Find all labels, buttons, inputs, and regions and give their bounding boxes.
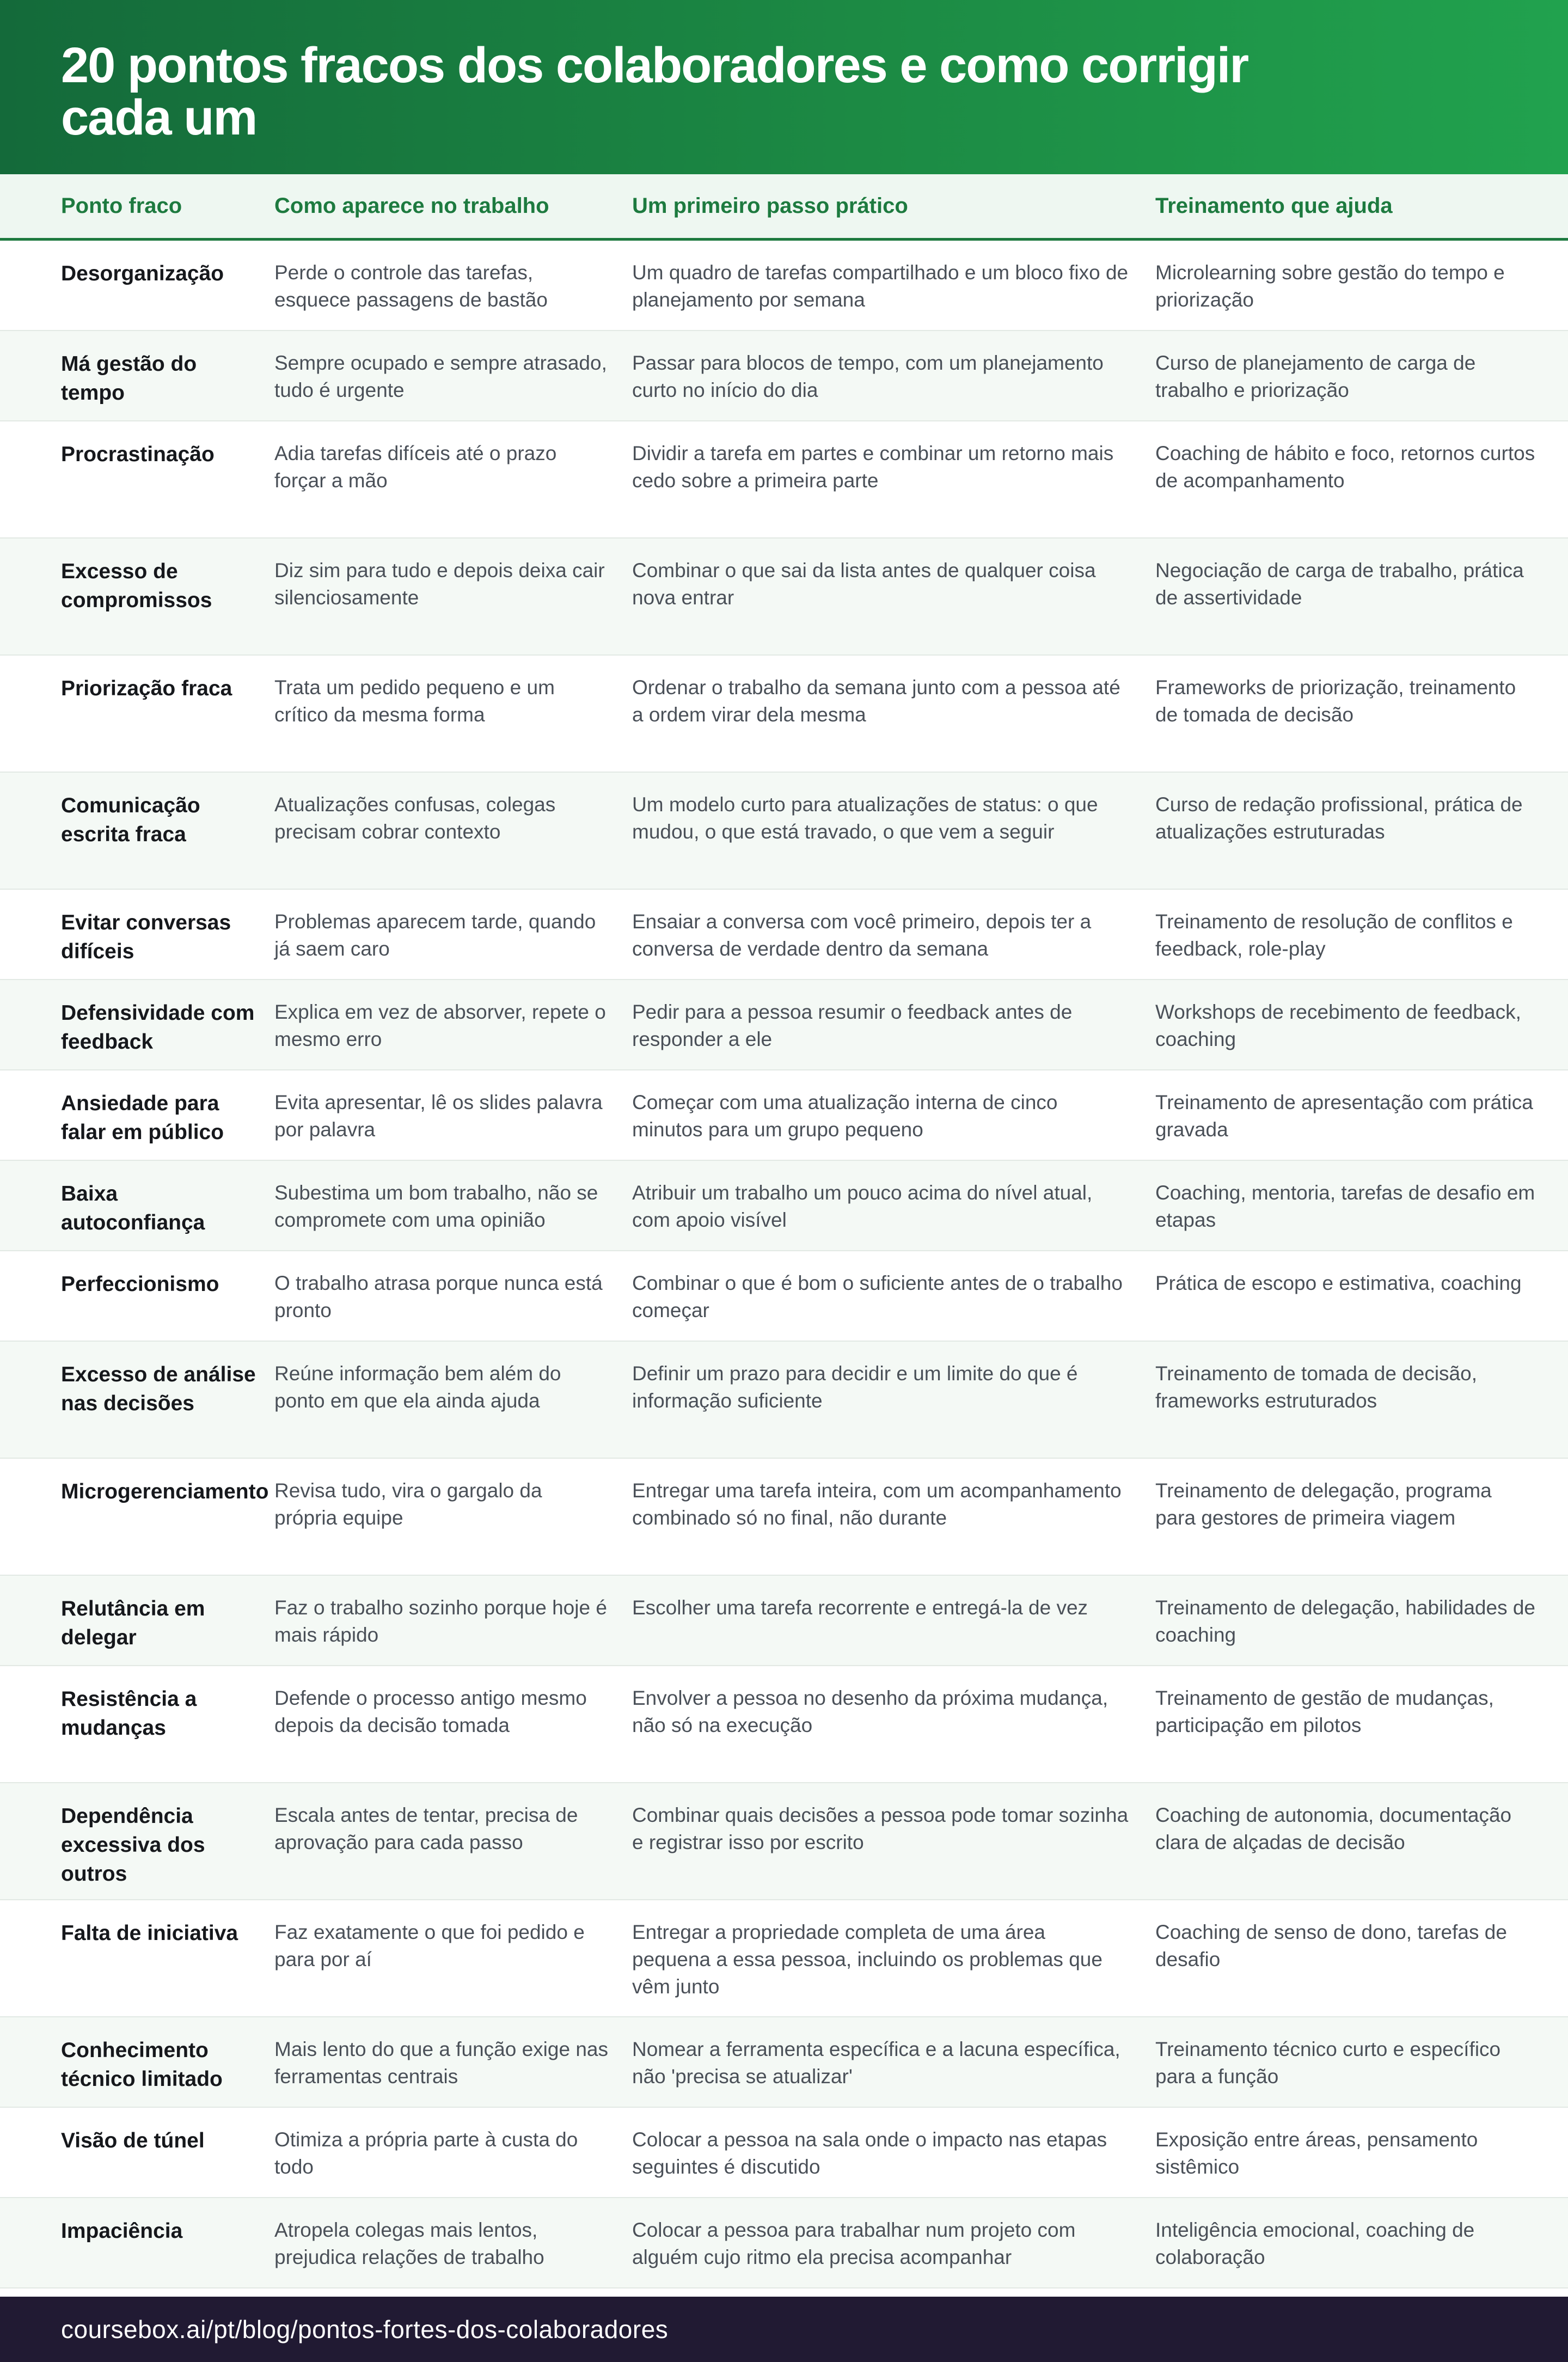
appears-cell: Revisa tudo, vira o gargalo da própria equipe <box>274 1479 542 1529</box>
training-cell: Treinamento de tomada de decisão, frameworks estruturados <box>1155 1362 1477 1412</box>
table-header <box>0 174 1568 241</box>
weakness-cell: Impaciência <box>61 2219 183 2243</box>
first-step-cell: Ordenar o trabalho da semana junto com a pessoa até a ordem virar dela mesma <box>632 676 1120 726</box>
first-step-cell: Começar com uma atualização interna de cinco minutos para um grupo pequeno <box>632 1091 1058 1141</box>
appears-cell: Faz o trabalho sozinho porque hoje é mais rápido <box>274 1596 607 1646</box>
training-cell: Coaching de autonomia, documentação clara de alçadas de decisão <box>1155 1804 1512 1853</box>
table-row <box>0 656 1568 773</box>
appears-cell: Evita apresentar, lê os slides palavra por palavra <box>274 1091 603 1141</box>
table-row <box>0 1251 1568 1342</box>
appears-cell: Escala antes de tentar, precisa de aprovação para cada passo <box>274 1804 578 1853</box>
weakness-cell: Conhecimento técnico limitado <box>61 2039 223 2091</box>
first-step-cell: Entregar uma tarefa inteira, com um acompanhamento combinado só no final, não durante <box>632 1479 1122 1529</box>
title-banner <box>0 0 1568 174</box>
weakness-cell: Excesso de análise nas decisões <box>61 1363 256 1415</box>
training-cell: Treinamento de apresentação com prática gravada <box>1155 1091 1533 1141</box>
table-row <box>0 980 1568 1070</box>
first-step-cell: Definir um prazo para decidir e um limite do que é informação suficiente <box>632 1362 1078 1412</box>
weakness-cell: Resistência a mudanças <box>61 1687 197 1740</box>
table-row <box>0 2017 1568 2108</box>
weakness-cell: Evitar conversas difíceis <box>61 911 231 963</box>
column-header-training: Treinamento que ajuda <box>1155 194 1393 218</box>
training-cell: Exposição entre áreas, pensamento sistêmico <box>1155 2128 1478 2178</box>
first-step-cell: Dividir a tarefa em partes e combinar um retorno mais cedo sobre a primeira parte <box>632 442 1114 492</box>
table-row <box>0 1161 1568 1251</box>
training-cell: Treinamento de delegação, habilidades de coaching <box>1155 1596 1536 1646</box>
column-header-appears: Como aparece no trabalho <box>274 194 549 218</box>
source-url-link[interactable]: coursebox.ai/pt/blog/pontos-fortes-dos-colaboradores <box>61 2315 669 2343</box>
first-step-cell: Um quadro de tarefas compartilhado e um bloco fixo de planejamento por semana <box>632 261 1129 311</box>
first-step-cell: Um modelo curto para atualizações de status: o que mudou, o que está travado, o que vem a seguir <box>632 793 1098 843</box>
first-step-cell: Escolher uma tarefa recorrente e entregá-la de vez <box>632 1596 1088 1619</box>
table-row <box>0 1070 1568 1161</box>
table-row <box>0 1900 1568 2017</box>
table-row <box>0 1459 1568 1576</box>
training-cell: Treinamento de gestão de mudanças, participação em pilotos <box>1155 1687 1494 1736</box>
appears-cell: Faz exatamente o que foi pedido e para por aí <box>274 1921 585 1971</box>
appears-cell: Defende o processo antigo mesmo depois da decisão tomada <box>274 1687 587 1736</box>
appears-cell: Diz sim para tudo e depois deixa cair silenciosamente <box>274 559 605 609</box>
first-step-cell: Combinar quais decisões a pessoa pode tomar sozinha e registrar isso por escrito <box>632 1804 1129 1853</box>
training-cell: Coaching, mentoria, tarefas de desafio em etapas <box>1155 1182 1535 1231</box>
training-cell: Frameworks de priorização, treinamento de tomada de decisão <box>1155 676 1516 726</box>
weakness-cell: Comunicação escrita fraca <box>61 794 200 846</box>
appears-cell: Mais lento do que a função exige nas ferramentas centrais <box>274 2038 608 2088</box>
weakness-cell: Excesso de compromissos <box>61 560 212 612</box>
weakness-cell: Relutância em delegar <box>61 1597 205 1649</box>
weakness-cell: Dependência excessiva dos outros <box>61 1804 205 1886</box>
table-row <box>0 2108 1568 2198</box>
weakness-cell: Perfeccionismo <box>61 1272 219 1296</box>
table-row <box>0 1576 1568 1666</box>
table-row <box>0 1342 1568 1459</box>
table-row <box>0 2198 1568 2288</box>
training-cell: Coaching de senso de dono, tarefas de desafio <box>1155 1921 1507 1971</box>
first-step-cell: Entregar a propriedade completa de uma área pequena a essa pessoa, incluindo os problemas que vêm junto <box>632 1921 1102 1998</box>
training-cell: Treinamento de resolução de conflitos e feedback, role-play <box>1155 910 1513 960</box>
first-step-cell: Nomear a ferramenta específica e a lacuna específica, não 'precisa se atualizar' <box>632 2038 1120 2088</box>
table-row <box>0 539 1568 656</box>
training-cell: Treinamento de delegação, programa para gestores de primeira viagem <box>1155 1479 1492 1529</box>
appears-cell: Problemas aparecem tarde, quando já saem caro <box>274 910 596 960</box>
weakness-cell: Priorização fraca <box>61 677 232 700</box>
footer-bar <box>0 2297 1568 2362</box>
appears-cell: Explica em vez de absorver, repete o mesmo erro <box>274 1001 606 1050</box>
weakness-cell: Falta de iniciativa <box>61 1922 238 1945</box>
weakness-cell: Má gestão do tempo <box>61 352 197 405</box>
weakness-cell: Desorganização <box>61 262 224 285</box>
first-step-cell: Colocar a pessoa para trabalhar num projeto com alguém cujo ritmo ela precisa acompanhar <box>632 2219 1076 2268</box>
first-step-cell: Colocar a pessoa na sala onde o impacto nas etapas seguintes é discutido <box>632 2128 1107 2178</box>
first-step-cell: Combinar o que é bom o suficiente antes de o trabalho começar <box>632 1272 1123 1321</box>
appears-cell: Otimiza a própria parte à custa do todo <box>274 2128 578 2178</box>
first-step-cell: Envolver a pessoa no desenho da próxima mudança, não só na execução <box>632 1687 1108 1736</box>
weakness-cell: Baixa autoconfiança <box>61 1182 205 1234</box>
first-step-cell: Ensaiar a conversa com você primeiro, depois ter a conversa de verdade dentro da semana <box>632 910 1092 960</box>
table-row <box>0 1666 1568 1783</box>
weakness-cell: Procrastinação <box>61 443 215 466</box>
table-row <box>0 773 1568 890</box>
appears-cell: Sempre ocupado e sempre atrasado, tudo é urgente <box>274 352 607 401</box>
weakness-cell: Ansiedade para falar em público <box>61 1092 224 1144</box>
first-step-cell: Passar para blocos de tempo, com um planejamento curto no início do dia <box>632 352 1104 401</box>
weakness-cell: Microgerenciamento <box>61 1480 269 1503</box>
first-step-cell: Combinar o que sai da lista antes de qualquer coisa nova entrar <box>632 559 1096 609</box>
appears-cell: O trabalho atrasa porque nunca está pronto <box>274 1272 603 1321</box>
appears-cell: Atropela colegas mais lentos, prejudica relações de trabalho <box>274 2219 544 2268</box>
training-cell: Workshops de recebimento de feedback, coaching <box>1155 1001 1521 1050</box>
column-header-weakness: Ponto fraco <box>61 194 182 218</box>
weakness-table <box>0 174 1568 2288</box>
column-header-first-step: Um primeiro passo prático <box>632 194 908 218</box>
appears-cell: Adia tarefas difíceis até o prazo forçar a mão <box>274 442 557 492</box>
weakness-cell: Defensividade com feedback <box>61 1001 255 1054</box>
training-cell: Treinamento técnico curto e específico para a função <box>1155 2038 1501 2088</box>
training-cell: Curso de planejamento de carga de trabalho e priorização <box>1155 352 1476 401</box>
appears-cell: Perde o controle das tarefas, esquece passagens de bastão <box>274 261 548 311</box>
training-cell: Microlearning sobre gestão do tempo e priorização <box>1155 261 1505 311</box>
first-step-cell: Atribuir um trabalho um pouco acima do nível atual, com apoio visível <box>632 1182 1093 1231</box>
table-row <box>0 890 1568 980</box>
table-body <box>0 241 1568 2288</box>
weakness-cell: Visão de túnel <box>61 2129 205 2152</box>
appears-cell: Reúne informação bem além do ponto em que ela ainda ajuda <box>274 1362 561 1412</box>
page-title: 20 pontos fracos dos colaboradores e como corrigir cada um <box>61 38 1248 145</box>
appears-cell: Subestima um bom trabalho, não se compromete com uma opinião <box>274 1182 598 1231</box>
appears-cell: Atualizações confusas, colegas precisam cobrar contexto <box>274 793 556 843</box>
training-cell: Negociação de carga de trabalho, prática de assertividade <box>1155 559 1524 609</box>
training-cell: Prática de escopo e estimativa, coaching <box>1155 1272 1522 1294</box>
table-row <box>0 241 1568 331</box>
training-cell: Curso de redação profissional, prática de atualizações estruturadas <box>1155 793 1523 843</box>
training-cell: Inteligência emocional, coaching de colaboração <box>1155 2219 1475 2268</box>
first-step-cell: Pedir para a pessoa resumir o feedback antes de responder a ele <box>632 1001 1073 1050</box>
table-row <box>0 1783 1568 1900</box>
table-row <box>0 421 1568 539</box>
table-row <box>0 331 1568 421</box>
training-cell: Coaching de hábito e foco, retornos curtos de acompanhamento <box>1155 442 1535 492</box>
appears-cell: Trata um pedido pequeno e um crítico da mesma forma <box>274 676 555 726</box>
